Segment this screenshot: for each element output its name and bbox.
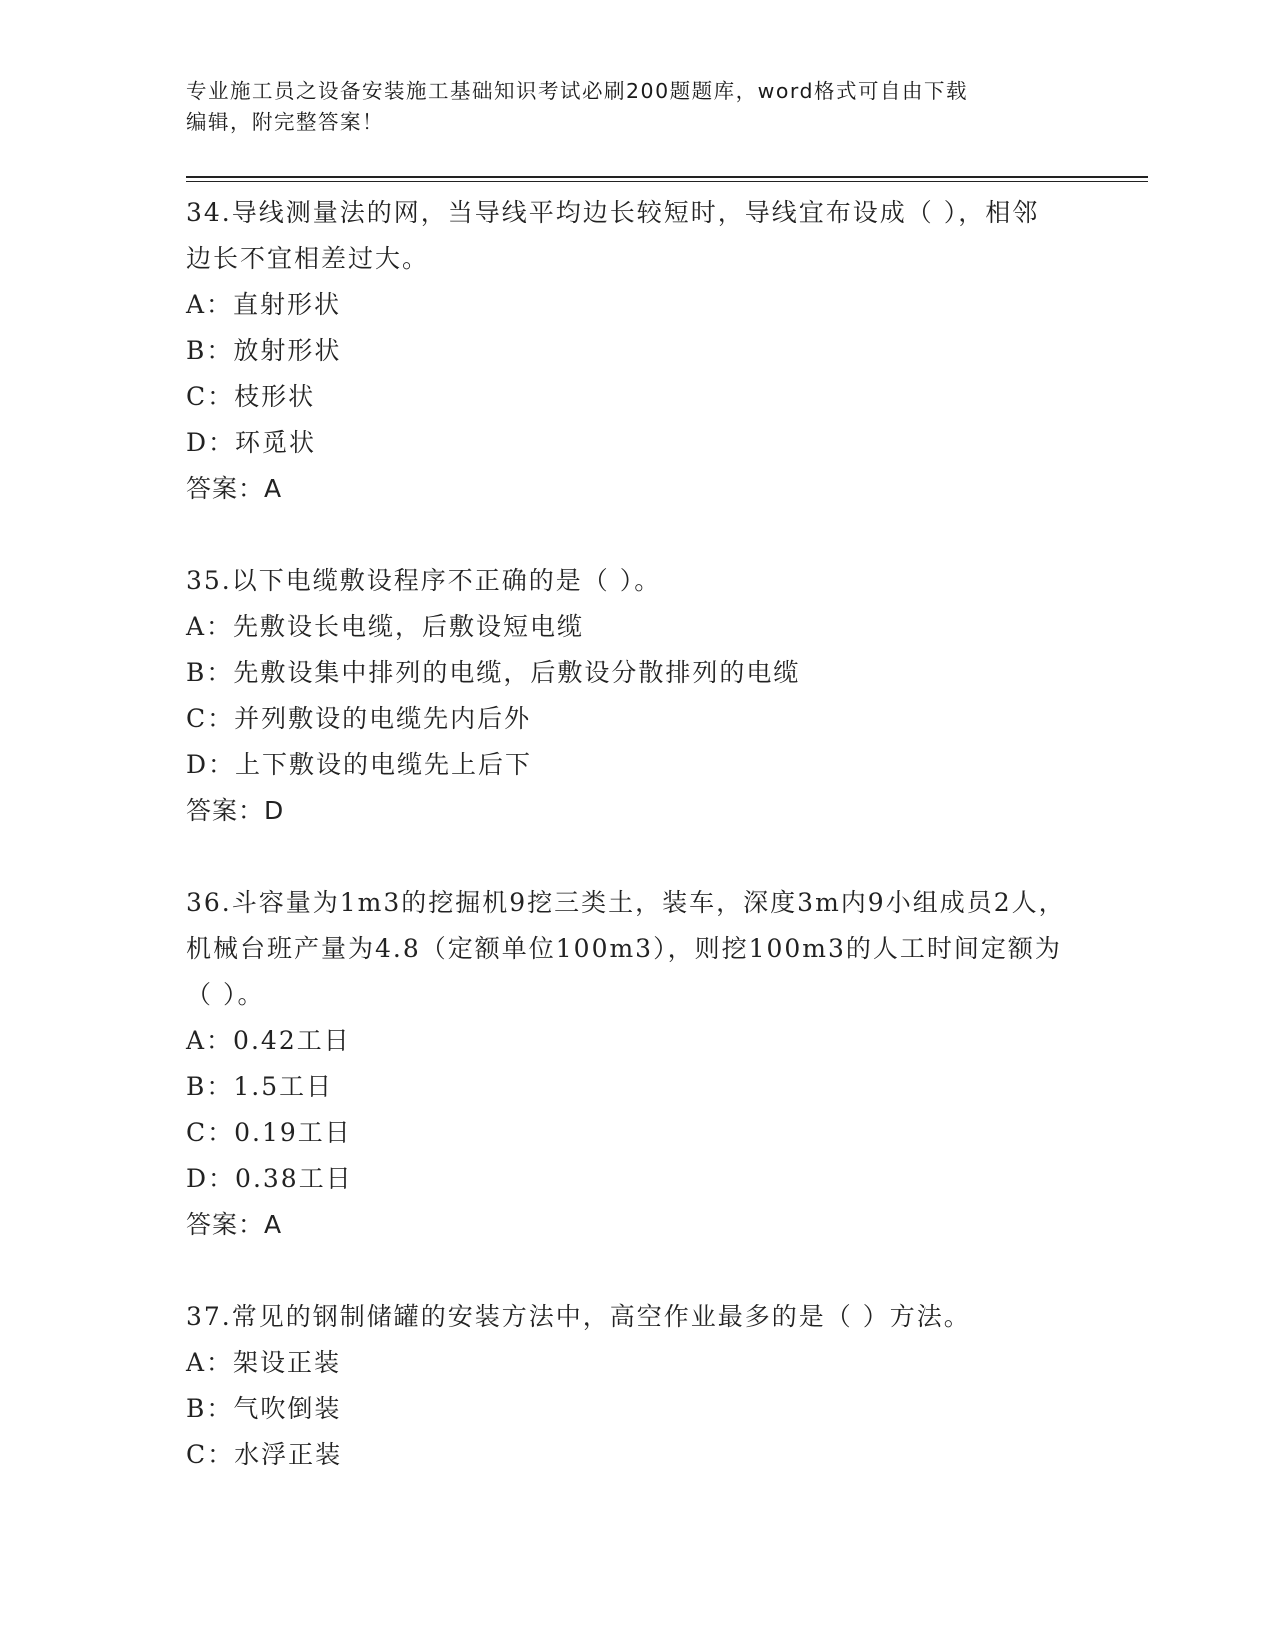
option-d: D：上下敷设的电缆先上后下: [186, 750, 533, 779]
question-37: [186, 1294, 1066, 1478]
option-c: C：枝形状: [186, 382, 316, 411]
option-d: D：0.38工日: [186, 1164, 353, 1193]
header-divider-thick: [186, 176, 1148, 178]
answer-text: 答案：A: [186, 474, 283, 503]
question-36: [186, 880, 1066, 1248]
option-c: C：水浮正装: [186, 1440, 343, 1469]
option-d: D：环觅状: [186, 428, 317, 457]
header-line-2: 编辑，附完整答案！: [186, 110, 384, 134]
answer-text: 答案：D: [186, 796, 285, 825]
option-b: B：1.5工日: [186, 1072, 334, 1101]
option-a: A：0.42工日: [186, 1026, 351, 1055]
header-line-1: 专业施工员之设备安装施工基础知识考试必刷200题题库，word格式可自由下载: [186, 79, 969, 103]
option-b: B：气吹倒装: [186, 1394, 342, 1423]
option-c: C：并列敷设的电缆先内后外: [186, 704, 532, 733]
header-divider-thin: [186, 181, 1148, 182]
question-35: [186, 558, 1066, 834]
question-stem: 37.常见的钢制储罐的安装方法中，高空作业最多的是（ ）方法。: [186, 1302, 971, 1331]
question-list: [186, 190, 1066, 1478]
option-c: C：0.19工日: [186, 1118, 352, 1147]
option-b: B：先敷设集中排列的电缆，后敷设分散排列的电缆: [186, 658, 801, 687]
option-a: A：直射形状: [186, 290, 342, 319]
question-stem: 36.斗容量为1m3的挖掘机9挖三类土，装车，深度3m内9小组成员2人，机械台班产量为4.8（定额单位100m3），则挖100m3的人工时间定额为（ ）。: [186, 888, 1066, 1009]
answer-text: 答案：A: [186, 1210, 283, 1239]
question-34: [186, 190, 1066, 512]
question-stem: 35.以下电缆敷设程序不正确的是（ ）。: [186, 566, 662, 595]
document-header: [186, 76, 1066, 138]
question-stem: 34.导线测量法的网，当导线平均边长较短时，导线宜布设成（ ），相邻边长不宜相差过大。: [186, 198, 1040, 273]
option-a: A：架设正装: [186, 1348, 342, 1377]
option-b: B：放射形状: [186, 336, 342, 365]
option-a: A：先敷设长电缆，后敷设短电缆: [186, 612, 585, 641]
